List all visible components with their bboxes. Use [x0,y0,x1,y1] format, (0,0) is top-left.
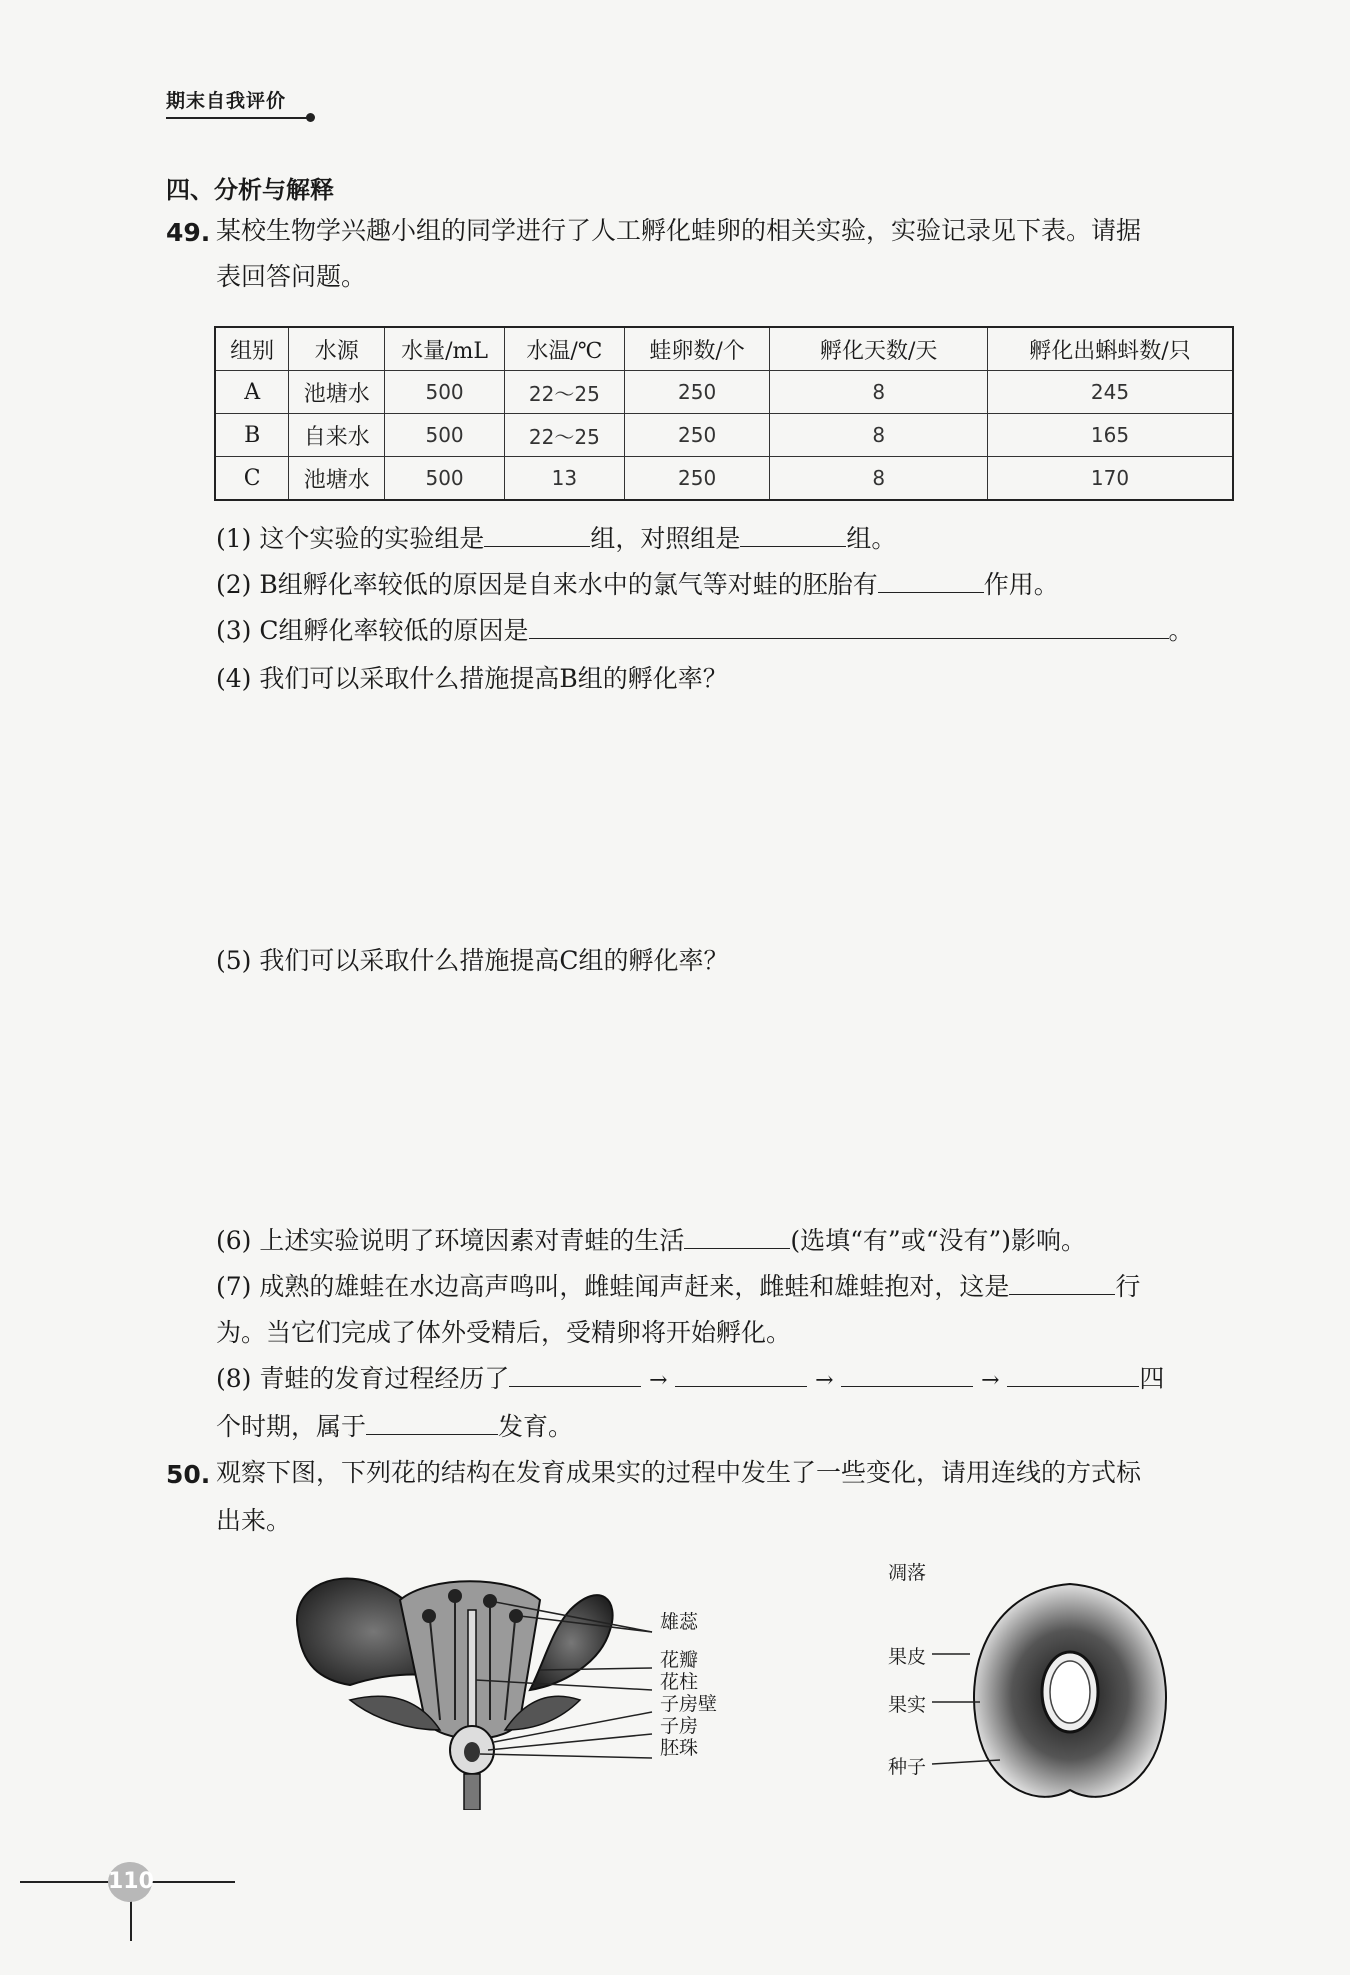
sub8-text-c: 个时期，属于 [216,1412,367,1441]
sub-question-7-line2: 为。当它们完成了体外受精后，受精卵将开始孵化。 [216,1318,792,1347]
anther [422,1609,436,1623]
sub-question-7 [216,1272,1140,1302]
sub-question-3 [216,616,1194,646]
sub-question-5: (5) 我们可以采取什么措施提高C组的孵化率？ [216,946,729,975]
sub7-text-a: (7) 成熟的雄蛙在水边高声鸣叫，雌蛙闻声赶来，雌蛙和雄蛙抱对，这是 [216,1272,1010,1301]
question-50-stem-line1: 观察下图，下列花的结构在发育成果实的过程中发生了一些变化，请用连线的方式标 [216,1458,1142,1487]
answer-space-4[interactable] [216,710,1236,930]
sub1-text-b: 组，对照组是 [590,524,741,553]
flower-label-ovule: 胚珠 [660,1737,699,1759]
stem [464,1774,480,1810]
answer-blank[interactable] [740,524,846,547]
answer-blank[interactable] [1009,1272,1115,1295]
section-title: 四、分析与解释 [166,176,334,204]
flower-label-ovary: 子房 [660,1715,699,1737]
table-cell: 8 [770,414,988,457]
table-header-cell: 水量/mL [385,327,505,371]
sub6-text-b: (选填“有”或“没有”)影响。 [790,1226,1087,1255]
sub3-text-a: (3) C组孵化率较低的原因是 [216,616,529,645]
fruit-leader-lines [930,1640,1010,1780]
flower-label-stamen: 雄蕊 [660,1611,699,1633]
table-row [215,371,1233,414]
flower-label-ovary-wall: 子房壁 [660,1693,718,1715]
sub-question-6 [216,1226,1086,1256]
sub-question-1 [216,524,896,554]
answer-blank[interactable] [684,1226,790,1249]
question-49-stem-line1: 某校生物学兴趣小组的同学进行了人工孵化蛙卵的相关实验，实验记录见下表。请据 [216,216,1142,245]
arrow-icon: → [815,1368,834,1393]
answer-space-5[interactable] [216,992,1236,1212]
header-rule [166,117,312,119]
anther [448,1589,462,1603]
fruit-label-seed: 种子 [888,1756,927,1778]
arrow-icon: → [981,1368,1000,1393]
sub8-text-b: 四 [1139,1364,1165,1393]
table-row [215,457,1233,501]
running-header: 期末自我评价 [166,90,287,112]
table-cell: 池塘水 [289,457,385,501]
sub-question-8-line2 [216,1412,573,1442]
pistil-style [468,1610,476,1730]
petal-right [530,1595,613,1690]
table-cell: 500 [385,414,505,457]
sub8-text-d: 发育。 [498,1412,574,1441]
sub-question-4: (4) 我们可以采取什么措施提高B组的孵化率？ [216,664,728,693]
header-dot [306,113,315,122]
answer-blank[interactable] [841,1364,973,1387]
question-49-stem-line2: 表回答问题。 [216,262,367,291]
table-cell: 500 [385,457,505,501]
table-cell: 245 [987,371,1233,414]
answer-blank[interactable] [366,1412,498,1435]
fruit-label-pericarp: 果皮 [888,1646,927,1668]
answer-blank[interactable] [878,570,984,593]
table-cell: 自来水 [289,414,385,457]
ovule [464,1742,480,1762]
answer-blank[interactable] [484,524,590,547]
sub1-text-c: 组。 [846,524,897,553]
sub-question-8 [216,1364,1164,1396]
table-cell: A [215,371,289,414]
question-50-stem-line2: 出来。 [216,1506,292,1535]
arrow-icon: → [649,1368,668,1393]
table-header-cell: 水源 [289,327,385,371]
answer-blank[interactable] [675,1364,807,1387]
sub-question-2 [216,570,1059,600]
table-header-cell: 蛙卵数/个 [624,327,770,371]
table-cell: 165 [987,414,1233,457]
sub1-text-a: (1) 这个实验的实验组是 [216,524,485,553]
table-cell: 池塘水 [289,371,385,414]
sub8-text-a: (8) 青蛙的发育过程经历了 [216,1364,510,1393]
table-cell: 250 [624,414,770,457]
fruit-title-label: 凋落 [888,1562,927,1584]
experiment-table [214,326,1234,501]
question-50-number: 50. [166,1460,211,1489]
sub3-text-b: 。 [1168,616,1194,645]
table-header-cell: 组别 [215,327,289,371]
answer-blank[interactable] [529,616,1169,639]
question-49-number: 49. [166,218,211,247]
fruit-label-fruit: 果实 [888,1694,927,1716]
table-row [215,414,1233,457]
table-cell: 13 [505,457,625,501]
answer-blank[interactable] [1007,1364,1139,1387]
table-cell: 250 [624,371,770,414]
table-header-row [215,327,1233,371]
table-cell: 22～25 [505,371,625,414]
table-cell: 500 [385,371,505,414]
table-cell: 8 [770,457,988,501]
sub2-text-a: (2) B组孵化率较低的原因是自来水中的氯气等对蛙的胚胎有 [216,570,878,599]
sub6-text-a: (6) 上述实验说明了环境因素对青蛙的生活 [216,1226,685,1255]
flower-label-style: 花柱 [660,1671,699,1693]
answer-blank[interactable] [509,1364,641,1387]
table-cell: C [215,457,289,501]
sub2-text-b: 作用。 [983,570,1059,599]
table-cell: 8 [770,371,988,414]
page-number: 110 [108,1862,152,1902]
table-cell: 22～25 [505,414,625,457]
table-header-cell: 孵化出蝌蚪数/只 [987,327,1233,371]
flower-label-petal: 花瓣 [660,1649,699,1671]
table-cell: 250 [624,457,770,501]
table-cell: B [215,414,289,457]
table-cell: 170 [987,457,1233,501]
table-header-cell: 孵化天数/天 [770,327,988,371]
table-header-cell: 水温/℃ [505,327,625,371]
sub7-text-b: 行 [1115,1272,1141,1301]
